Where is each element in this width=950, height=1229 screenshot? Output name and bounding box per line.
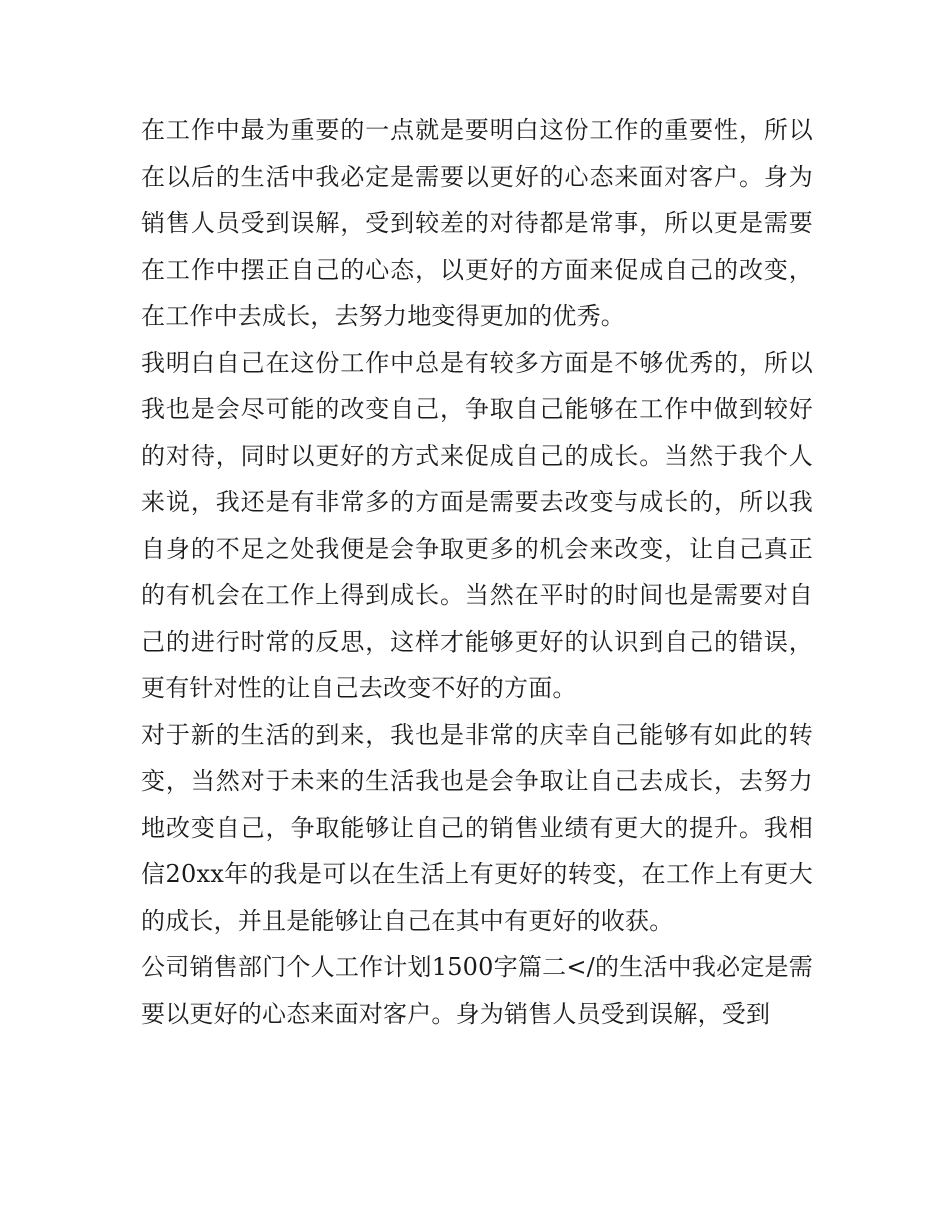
document-body [141, 107, 813, 1037]
paragraph-2: 我明白自己在这份工作中总是有较多方面是不够优秀的，所以我也是会尽可能的改变自己，争取自己能够在工作中做到较好的对待，同时以更好的方式来促成自己的成长。当然于我个人来说，我还是有非常多的方面是需要去改变与成长的，所以我自身的不足之处我便是会争取更多的机会来改变，让自己真正的有机会在工作上得到成长。当然在平时的时间也是需要对自己的进行时常的反思，这样才能够更好的认识到自己的错误，更有针对性的让自己去改变不好的方面。 [141, 348, 813, 702]
paragraph-3: 对于新的生活的到来，我也是非常的庆幸自己能够有如此的转变，当然对于未来的生活我也是会争取让自己去成长，去努力地改变自己，争取能够让自己的销售业绩有更大的提升。我相信20xx年的我是可以在生活上有更好的转变，在工作上有更大的成长，并且是能够让自己在其中有更好的收获。 [141, 720, 813, 935]
paragraph-4: 公司销售部门个人工作计划1500字篇二</的生活中我必定是需要以更好的心态来面对客户。身为销售人员受到误解，受到 [141, 953, 813, 1028]
paragraph-1: 在工作中最为重要的一点就是要明白这份工作的重要性，所以在以后的生活中我必定是需要以更好的心态来面对客户。身为销售人员受到误解，受到较差的对待都是常事，所以更是需要在工作中摆正自己的心态，以更好的方面来促成自己的改变，在工作中去成长，去努力地变得更加的优秀。 [141, 116, 813, 330]
